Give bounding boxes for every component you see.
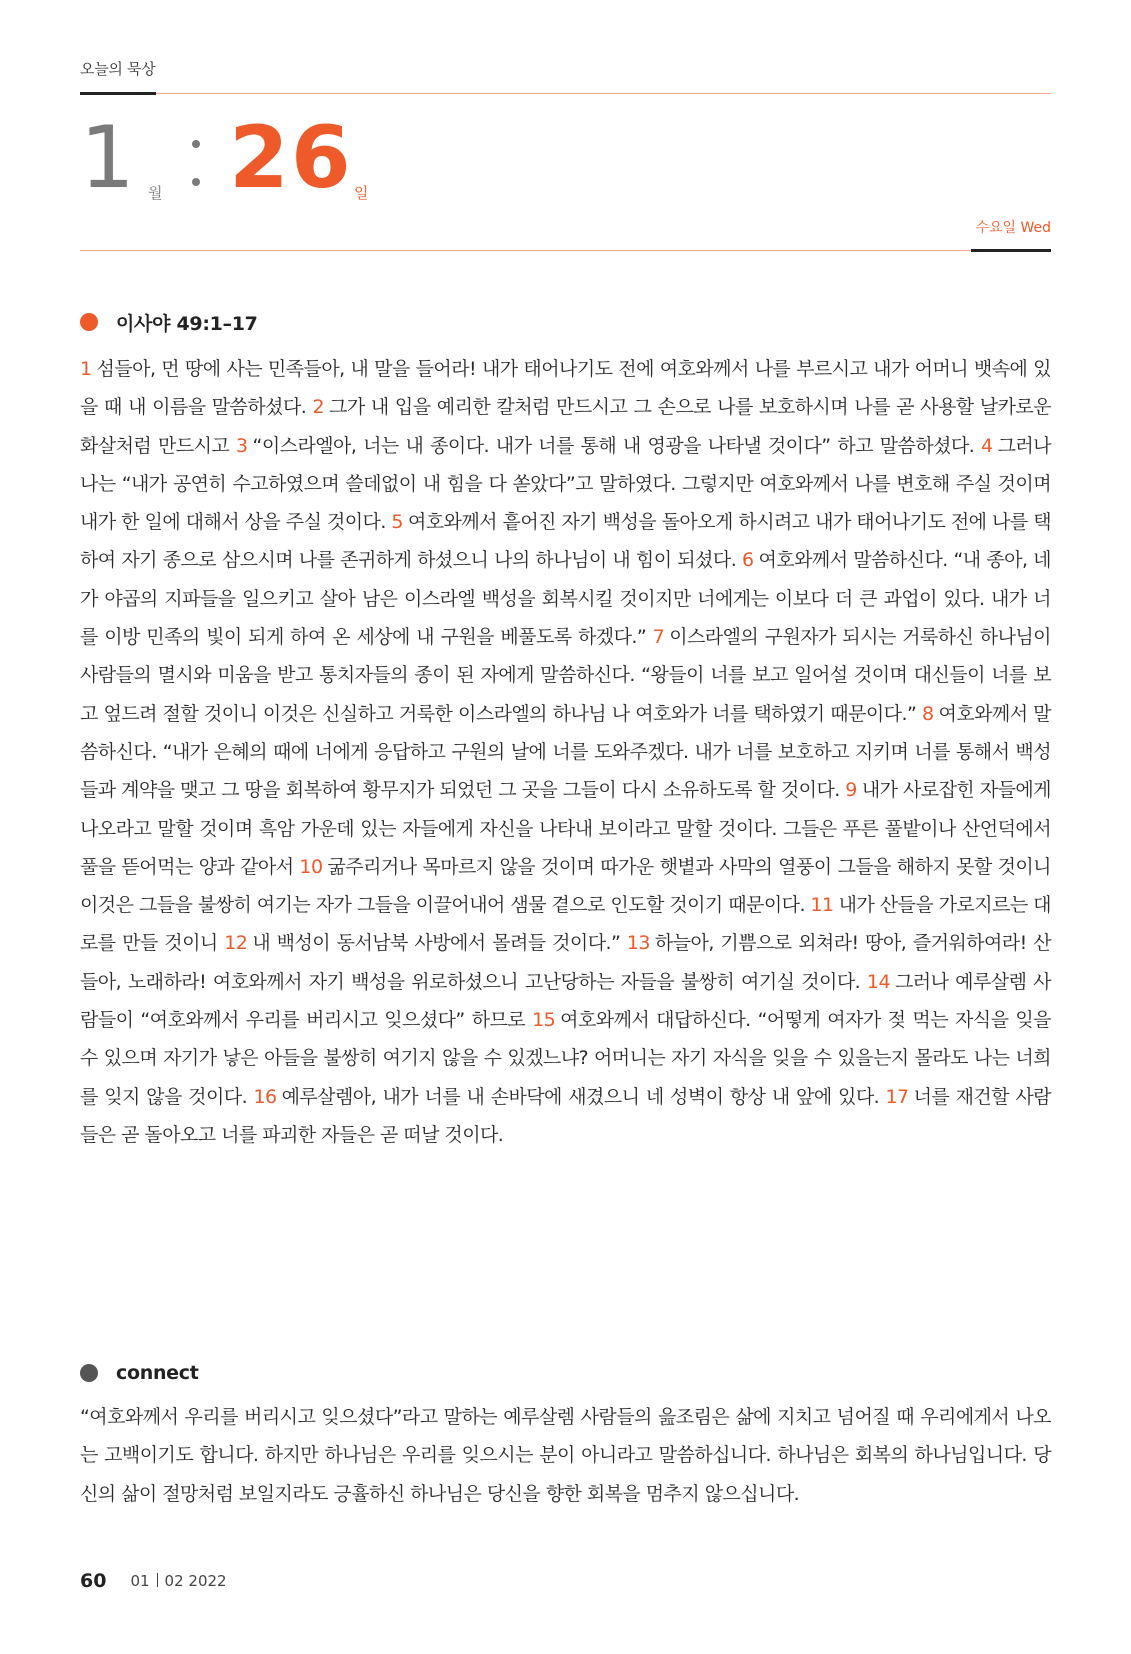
page-number: 60 — [80, 1570, 107, 1592]
top-rule — [80, 93, 1051, 94]
verse-number: 12 — [224, 932, 248, 955]
verse-text: 하늘아, 기쁨으로 외쳐라! 땅아, 즐거워하여라! 산들아, 노래하라! 여호와께서 자기 백성을 위로하셨으니 고난당하는 자들을 불쌍히 여기실 것이다. — [80, 932, 1051, 993]
verse-number: 11 — [810, 894, 834, 917]
day-number: 26 — [229, 108, 353, 208]
connect-body: “여호와께서 우리를 버리시고 잊으셨다”라고 말하는 예루살렘 사람들의 읊조림은 삶에 지치고 넘어질 때 우리에게서 나오는 고백이기도 합니다. 하지만 하나님은 우리를 잊으시는 분이 아니라고 말씀하십니다. 하나님은 회복의 하나님입니다. 당신의 삶이 절망처럼 보일지라도 긍휼하신 하나님은 당신을 향한 회복을 멈추지 않으십니다. — [80, 1406, 1051, 1505]
verse-text: 여호와께서 대답하신다. “어떻게 여자가 젖 먹는 자식을 잊을 수 있으며 자기가 낳은 아들을 불쌍히 여기지 않을 수 있겠느냐? 어머니는 자기 자식을 잊을 수 있을는지 몰라도 나는 너희를 잊지 않을 것이다. — [80, 1009, 1051, 1108]
month-number: 1 — [80, 108, 135, 208]
verse-number: 4 — [981, 434, 993, 457]
verse-number: 9 — [845, 779, 857, 802]
verse-number: 16 — [253, 1085, 277, 1108]
verse-text: 내가 사로잡힌 자들에게 나오라고 말할 것이며 흑암 가운데 있는 자들에게 자신을 나타내 보이라고 말할 것이다. 그들은 푸른 풀밭이나 산언덕에서 풀을 뜯어먹는 양과 같아서 — [80, 779, 1051, 878]
verse-text: 그러나 나는 “내가 공연히 수고하였으며 쓸데없이 내 힘을 다 쏟았다”고 말하였다. 그렇지만 여호와께서 나를 변호해 주실 것이며 내가 한 일에 대해서 상을 주실 것이다. — [80, 434, 1051, 534]
verse-text: 여호와께서 말씀하신다. “내가 은혜의 때에 너에게 응답하고 구원의 날에 너를 도와주겠다. 내가 너를 보호하고 지키며 너를 통해서 백성들과 계약을 맺고 그 땅을 회복하여 황무지가 되었던 그 곳을 그들이 다시 소유하도록 할 것이다. — [80, 702, 1051, 802]
top-rule-accent — [80, 92, 156, 95]
issue-info — [130, 1572, 226, 1590]
mid-rule — [80, 250, 1051, 251]
verse-text: 그러나 예루살렘 사람들이 “여호와께서 우리를 버리시고 잊으셨다” 하므로 — [80, 970, 1051, 1032]
verse-number: 7 — [652, 626, 665, 649]
footer — [80, 1570, 227, 1592]
divider — [157, 1573, 158, 1587]
verse-text: 굶주리거나 목마르지 않을 것이며 따가운 햇볕과 사막의 열풍이 그들을 해하지 못할 것이니 이것은 그들을 불쌍히 여기는 자가 그들을 이끌어내어 샘물 곁으로 인도할 것이기 때문이다. — [80, 855, 1051, 917]
scripture-reference: 이사야 49:1–17 — [116, 312, 258, 335]
date-header — [80, 108, 1051, 236]
verse-number: 13 — [626, 932, 650, 955]
verse-number: 8 — [921, 702, 934, 725]
connect-title: connect — [116, 1362, 199, 1384]
connect-heading — [80, 1360, 199, 1386]
bullet-dot-icon — [80, 1364, 98, 1382]
verse-text: 내 백성이 동서남북 사방에서 몰려들 것이다.” — [252, 932, 621, 955]
weekday: 수요일 Wed — [975, 220, 1051, 236]
day-unit: 일 — [354, 184, 369, 202]
verse-text: 내가 산들을 가로지르는 대로를 만들 것이니 — [80, 894, 1051, 955]
verse-number: 6 — [741, 549, 754, 572]
verse-number: 3 — [236, 434, 248, 457]
verse-text: 여호와께서 흩어진 자기 백성을 돌아오게 하시려고 내가 태어나기도 전에 나를 택하여 자기 종으로 삼으시며 나를 존귀하게 하셨으니 나의 하나님이 내 힘이 되셨다. — [80, 511, 1051, 572]
verse-number: 17 — [885, 1085, 909, 1108]
bullet-dot-icon — [80, 313, 98, 331]
verse-text: 그가 내 입을 예리한 칼처럼 만드시고 그 손으로 나를 보호하시며 나를 곧 사용할 날카로운 화살처럼 만드시고 — [80, 396, 1051, 457]
verse-number: 2 — [312, 396, 325, 419]
verse-text: 너를 재건할 사람들은 곧 돌아오고 너를 파괴한 자들은 곧 떠날 것이다. — [80, 1085, 1051, 1146]
verse-number: 5 — [391, 511, 403, 534]
mid-rule-accent — [971, 249, 1051, 252]
verse-text: 여호와께서 말씀하신다. “내 종아, 네가 야곱의 지파들을 일으키고 살아 남은 이스라엘 백성을 회복시킬 것이지만 너에게는 이보다 더 큰 과업이 있다. 내가 너를 이방 민족의 빛이 되게 하여 온 세상에 내 구원을 베풀도록 하겠다.” — [80, 549, 1051, 649]
verse-text: 섬들아, 먼 땅에 사는 민족들아, 내 말을 들어라! 내가 태어나기도 전에 여호와께서 나를 부르시고 내가 어머니 뱃속에 있을 때 내 이름을 말씀하셨다. — [80, 358, 1051, 419]
issue-month: 01 — [130, 1572, 150, 1590]
verse-number: 14 — [866, 970, 890, 993]
verse-number: 1 — [80, 358, 92, 380]
month-unit: 월 — [148, 184, 163, 202]
verse-text: 이스라엘의 구원자가 되시는 거룩하신 하나님이 사람들의 멸시와 미움을 받고 통치자들의 종이 된 자에게 말씀하신다. “왕들이 너를 보고 일어설 것이며 대신들이 너를 보고 엎드려 절할 것이니 이것은 신실하고 거룩한 이스라엘의 하나님 나 여호와가 너를 택하였기 때문이다.” — [80, 626, 1051, 725]
verse-text: “이스라엘아, 너는 내 종이다. 내가 너를 통해 내 영광을 나타낼 것이다” 하고 말씀하셨다. — [252, 434, 975, 457]
verse-number: 10 — [299, 855, 323, 878]
scripture-heading — [80, 309, 258, 335]
scripture-text — [80, 350, 1051, 1154]
verse-text: 예루살렘아, 내가 너를 내 손바닥에 새겼으니 네 성벽이 항상 내 앞에 있다. — [281, 1085, 880, 1108]
date-colon — [192, 134, 200, 190]
issue-year: 02 2022 — [164, 1572, 227, 1590]
section-label: 오늘의 묵상 — [80, 60, 156, 78]
verse-number: 15 — [532, 1009, 556, 1032]
